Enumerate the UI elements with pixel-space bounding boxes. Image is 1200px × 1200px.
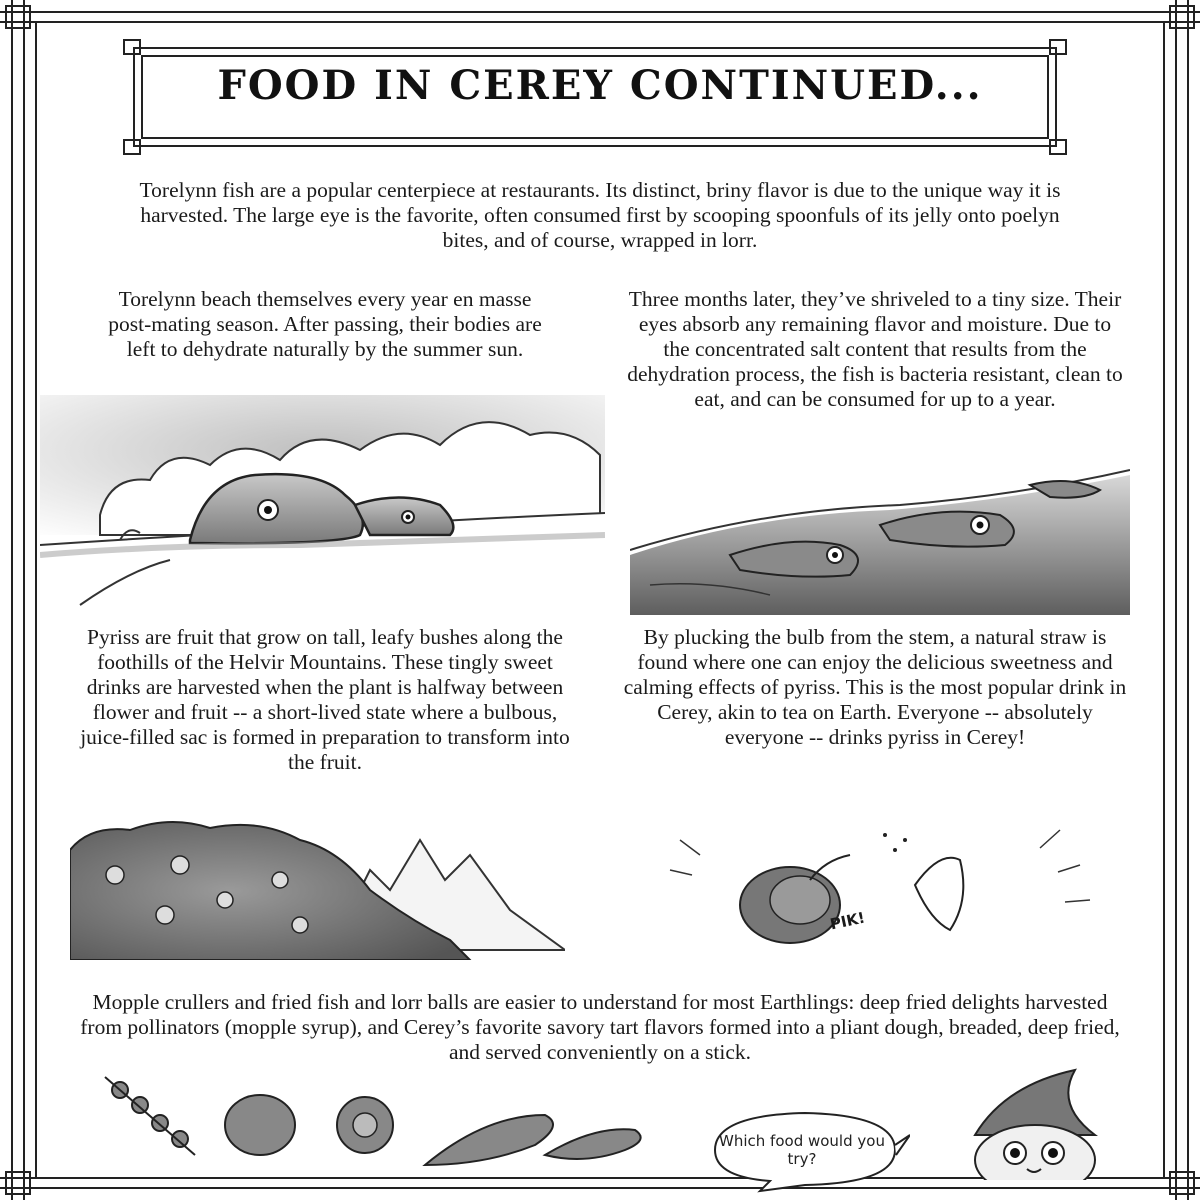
page-title: FOOD IN CEREY CONTINUED... [217, 62, 983, 109]
fried-foods-illustration [95, 1065, 715, 1180]
pyriss-bush-text: Pyriss are fruit that grow on tall, leafy bushes along the foothills of the Helvir Mountains. These tingly sweet drinks are harvested when the plant is halfway between flower and fruit -- a short-lived state where a bulbous, juice-filled sac is formed in preparation to transform into the fruit. [80, 625, 570, 774]
beached-fish-illustration [40, 395, 605, 615]
dried-fish-illustration [630, 455, 1130, 615]
pyriss-bulb-illustration [660, 810, 1100, 960]
pyriss-bush-illustration [70, 810, 565, 960]
wizard-character [945, 1065, 1145, 1180]
mopple-paragraph: Mopple crullers and fried fish and lorr balls are easier to understand for most Earthlings: deep fried delights harvested from pollinators (mopple syrup), and Cerey’s favorite savory tart flavors formed into a pliant dough, breaded, deep fried, and served conveniently on a stick. [80, 990, 1120, 1064]
intro-paragraph: Torelynn fish are a popular centerpiece at restaurants. Its distinct, briny flavor is due to the unique way it is harvested. The large eye is the favorite, often consumed first by scooping spoonfuls of its jelly onto poelyn bites, and of course, wrapped in lorr. [139, 178, 1061, 252]
speech-bubble-text: Which food would you try? [719, 1132, 885, 1168]
torelynn-beaching-text: Torelynn beach themselves every year en masse post-mating season. After passing, their bodies are left to dehydrate naturally by the summer sun. [108, 287, 542, 361]
pik-sound-effect: PIK! [828, 908, 867, 934]
pyriss-drink-text: By plucking the bulb from the stem, a natural straw is found where one can enjoy the delicious sweetness and calming effects of pyriss. This is the most popular drink in Cerey, akin to tea on Earth. Everyone -- absolutely everyone -- drinks pyriss in Cerey! [623, 625, 1127, 749]
torelynn-dried-text: Three months later, they’ve shriveled to a tiny size. Their eyes absorb any remaining flavor and moisture. Due to the concentrated salt content that results from the dehydration process, the fish is bacteria resistant, clean to eat, and can be consumed for up to a year. [627, 287, 1123, 411]
